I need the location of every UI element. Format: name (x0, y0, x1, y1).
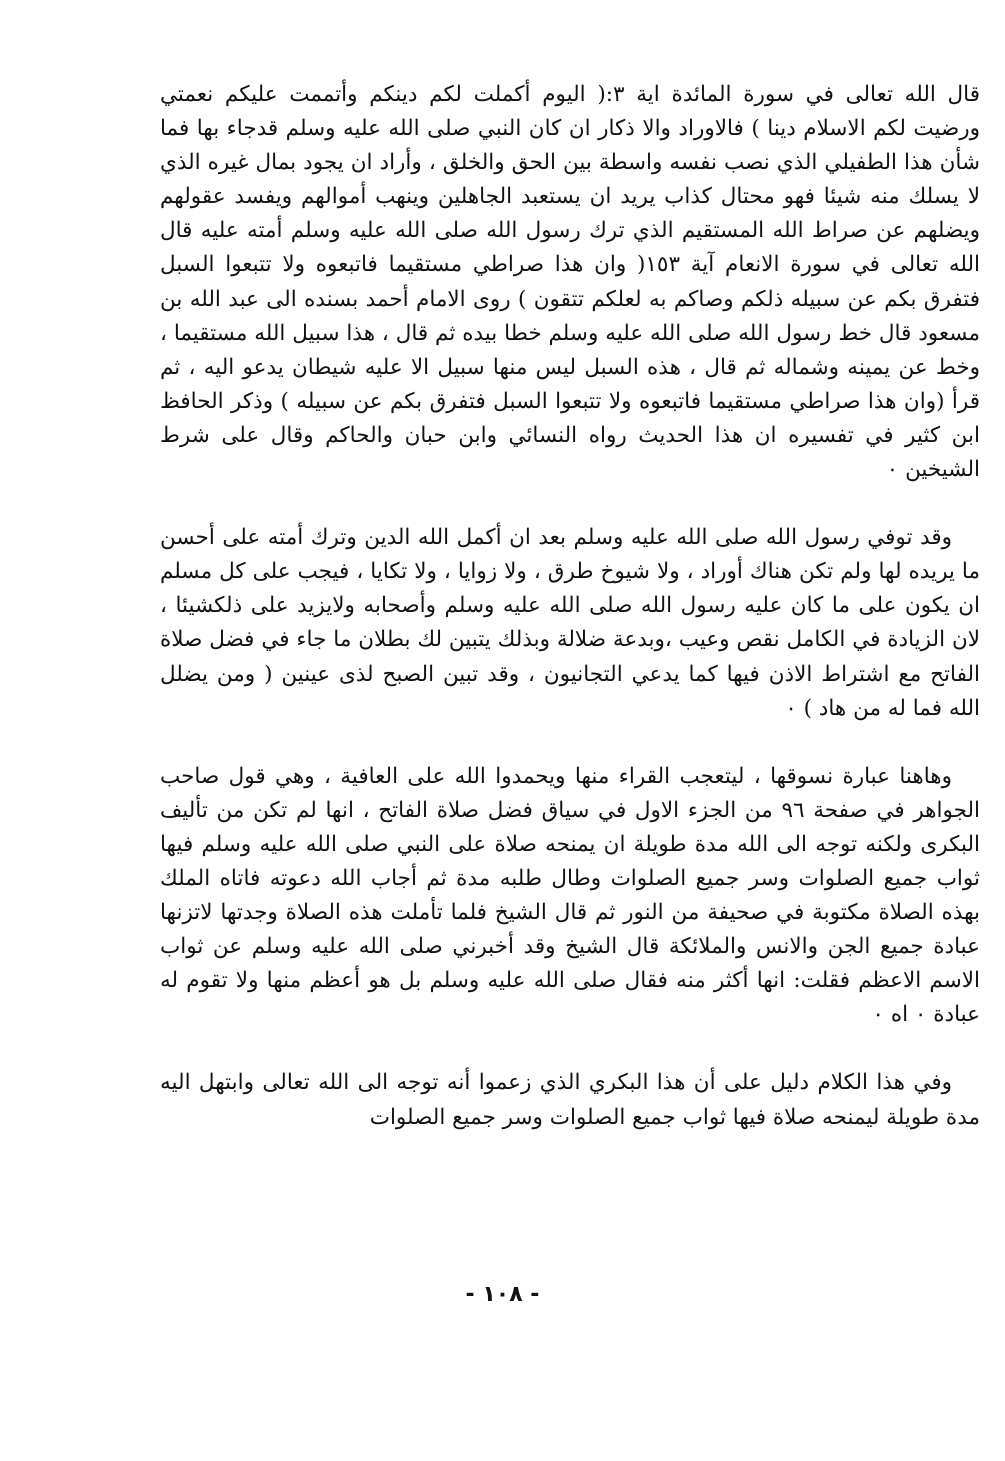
paragraph-4: وفي هذا الكلام دليل على أن هذا البكري الذي زعموا أنه توجه الى الله تعالى وابتهل اليه مدة طويلة ليمنحه صلاة فيها ثواب جميع الصلوات وسر جميع الصلوات (160, 1070, 980, 1130)
page-number: - ١٠٨ - (465, 1282, 540, 1307)
paragraph-3: وهاهنا عبارة نسوقها ، ليتعجب القراء منها ويحمدوا الله على العافية ، وهي قول صاحب الجواهر في صفحة ٩٦ من الجزء الاول في سياق فضل صلاة الفاتح ، انها لم تكن من تأليف البكرى ولكنه توجه الى الله مدة طويلة ان يمنحه صلاة على النبي صلى الله عليه وسلم فيها ثواب جميع الصلوات وسر جميع الصلوات وطال طلبه مدة ثم أجاب الله دعوته فاتاه الملك بهذه الصلاة مكتوبة في صحيفة من النور ثم قال الشيخ فلما تأملت هذه الصلاة وجدتها لاتزنها عبادة جميع الجن والانس والملائكة قال الشيخ وقد أخبرني صلى الله عليه وسلم عن ثواب الاسم الاعظم فقلت: انها أكثر منه فقال صلى الله عليه وسلم بل هو أعظم منها ولا تقوم له عبادة ٠ اه ٠ (160, 763, 980, 1028)
paragraph-2: وقد توفي رسول الله صلى الله عليه وسلم بعد ان أكمل الله الدين وترك أمته على أحسن ما يريده لها ولم تكن هناك أوراد ، ولا شيوخ طرق ، ولا زوايا ، ولا تكايا ، فيجب على كل مسلم ان يكون على ما كان عليه رسول الله صلى الله عليه وسلم وأصحابه ولايزيد على ذلكشيئا ، لان الزيادة في الكامل نقص وعيب ،وبدعة ضلالة وبذلك يتبين لك بطلان ما جاء في فضل صلاة الفاتح مع اشتراط الاذن فيها كما يدعي التجانيون ، وقد تبين الصبح لذى عينين ( ومن يضلل الله فما له من هاد ) ٠ (160, 525, 980, 721)
paragraph-1: قال الله تعالى في سورة المائدة اية ٣:( اليوم أكملت لكم دينكم وأتممت عليكم نعمتي ورضيت لكم الاسلام دينا ) فالاوراد والا ذكار ان كان النبي صلى الله عليه وسلم قدجاء بها فما شأن هذا الطفيلي الذي نصب نفسه واسطة بين الحق والخلق ، وأراد ان يجود بمال غيره الذي لا يسلك منه شيئا فهو محتال كذاب يريد ان يستعبد الجاهلين وينهب أموالهم ويفسد عقولهم ويضلهم عن صراط الله المستقيم الذي ترك رسول الله صلى الله عليه وسلم أمته عليه قال الله تعالى في سورة الانعام آية ١٥٣( وان هذا صراطي مستقيما فاتبعوه ولا تتبعوا السبل فتفرق بكم عن سبيله ذلكم وصاكم به لعلكم تتقون ) روى الامام أحمد بسنده الى عبد الله بن مسعود قال خط رسول الله صلى الله عليه وسلم خطا بيده ثم قال ، هذا سبيل الله مستقيما ، وخط عن يمينه وشماله ثم قال ، هذه السبل ليس منها سبيل الا عليه شيطان يدعو اليه ، ثم قرأ (وان هذا صراطي مستقيما فاتبعوه ولا تتبعوا السبل فتفرق بكم عن سبيله ) وذكر الحافظ ابن كثير في تفسيره ان هذا الحديث رواه النسائي وابن حبان والحاكم وقال على شرط الشيخين ٠ (160, 82, 980, 483)
page-body (160, 78, 980, 1135)
